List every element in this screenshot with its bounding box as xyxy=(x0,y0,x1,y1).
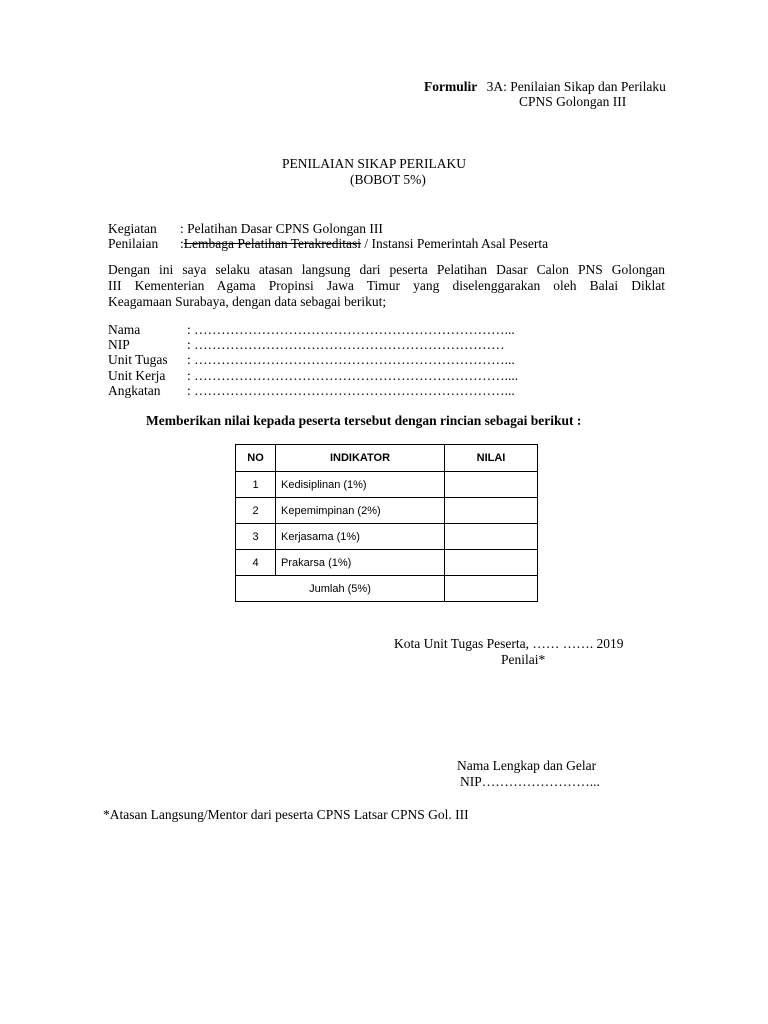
penilaian-colon: : xyxy=(180,236,184,251)
field-unit-tugas-dots: : ……………………………………………………………... xyxy=(187,352,515,367)
form-code-line xyxy=(424,79,666,95)
footnote: *Atasan Langsung/Mentor dari peserta CPNS Latsar CPNS Gol. III xyxy=(103,807,469,822)
row-nilai-cell[interactable] xyxy=(445,550,538,576)
penilaian-struck-text: Lembaga Pelatihan Terakreditasi xyxy=(183,236,361,251)
table-row xyxy=(236,550,538,576)
field-angkatan-label: Angkatan xyxy=(108,383,161,398)
field-nip-label: NIP xyxy=(108,337,130,352)
field-unit-tugas-label: Unit Tugas xyxy=(108,352,168,367)
row-indikator: Prakarsa (1%) xyxy=(276,550,445,576)
kegiatan-value: : Pelatihan Dasar CPNS Golongan III xyxy=(180,221,383,236)
document-title: PENILAIAN SIKAP PERILAKU xyxy=(282,156,466,171)
row-nilai-cell[interactable] xyxy=(445,472,538,498)
row-no: 4 xyxy=(236,550,276,576)
signer-role: Penilai* xyxy=(501,652,546,667)
form-code: 3A: Penilaian Sikap dan Perilaku xyxy=(486,79,666,94)
form-subtitle: CPNS Golongan III xyxy=(519,94,627,109)
table-total-row xyxy=(236,576,538,602)
row-indikator: Kedisiplinan (1%) xyxy=(276,472,445,498)
row-no: 1 xyxy=(236,472,276,498)
signer-name: Nama Lengkap dan Gelar xyxy=(457,758,597,773)
place-date: Kota Unit Tugas Peserta, …… ……. 2019 xyxy=(394,636,624,651)
row-no: 2 xyxy=(236,498,276,524)
row-nilai-cell[interactable] xyxy=(445,498,538,524)
total-label: Jumlah (5%) xyxy=(236,576,445,602)
assessment-table xyxy=(235,444,538,602)
field-nip-dots: : …………………………………………………………… xyxy=(187,337,505,352)
field-nama-dots: : ……………………………………………………………... xyxy=(187,322,515,337)
table-header-row xyxy=(236,445,538,472)
table-row xyxy=(236,472,538,498)
signer-nip: NIP……………………... xyxy=(460,774,600,789)
table-row xyxy=(236,524,538,550)
penilaian-value xyxy=(180,236,548,252)
document-weight: (BOBOT 5%) xyxy=(350,172,426,187)
total-nilai-cell[interactable] xyxy=(445,576,538,602)
field-unit-kerja-dots: : …………………………………………………………….... xyxy=(187,368,519,383)
paragraph-line-2: III Kementerian Agama Propinsi Jawa Timur yang diselenggarakan oleh Balai Diklat xyxy=(108,278,665,293)
header-no: NO xyxy=(236,445,276,472)
row-indikator: Kerjasama (1%) xyxy=(276,524,445,550)
form-label: Formulir xyxy=(424,79,478,94)
header-indikator: INDIKATOR xyxy=(276,445,445,472)
penilaian-rest-text: / Instansi Pemerintah Asal Peserta xyxy=(361,236,549,251)
paragraph-line-3: Keagamaan Surabaya, dengan data sebagai berikut; xyxy=(108,294,387,309)
penilaian-label: Penilaian xyxy=(108,236,159,251)
field-unit-kerja-label: Unit Kerja xyxy=(108,368,166,383)
row-nilai-cell[interactable] xyxy=(445,524,538,550)
row-no: 3 xyxy=(236,524,276,550)
kegiatan-label: Kegiatan xyxy=(108,221,157,236)
field-nama-label: Nama xyxy=(108,322,141,337)
field-angkatan-dots: : ……………………………………………………………... xyxy=(187,383,515,398)
row-indikator: Kepemimpinan (2%) xyxy=(276,498,445,524)
paragraph-line-1: Dengan ini saya selaku atasan langsung dari peserta Pelatihan Dasar Calon PNS Golongan xyxy=(108,262,665,277)
instruction-text: Memberikan nilai kepada peserta tersebut dengan rincian sebagai berikut : xyxy=(146,413,582,428)
table-row xyxy=(236,498,538,524)
header-nilai: NILAI xyxy=(445,445,538,472)
